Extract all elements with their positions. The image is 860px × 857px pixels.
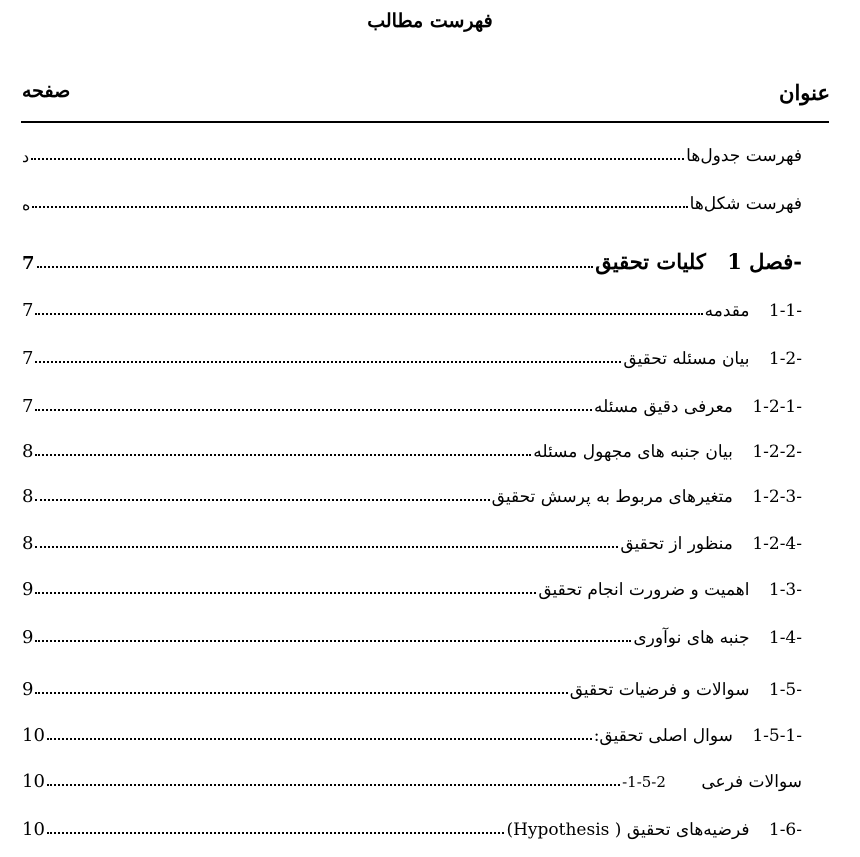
toc-entry-1-5-2[interactable] — [22, 764, 802, 792]
toc-entry-1-2-3[interactable] — [22, 479, 802, 507]
toc-entry-1-2[interactable] — [22, 341, 802, 369]
toc-entry-number: 1-2-3- — [752, 487, 802, 507]
toc-entry-1-5[interactable] — [22, 672, 802, 700]
toc-entry-text: منظور از تحقیق — [620, 534, 733, 554]
toc-entry-number: 1-6- — [768, 820, 802, 840]
dot-leader — [47, 832, 505, 834]
toc-entry-number: -1-5-2 — [622, 773, 666, 791]
toc-entry-label — [633, 628, 802, 648]
dot-leader — [35, 546, 618, 548]
toc-entry-1-2-2[interactable] — [22, 434, 802, 462]
toc-entry-label — [595, 249, 802, 274]
toc-entry-label — [506, 820, 802, 840]
toc-entry-label — [622, 772, 802, 792]
dot-leader — [35, 640, 631, 642]
toc-entry-label — [705, 301, 802, 321]
toc-page-number: د — [22, 147, 30, 166]
toc-entry-label — [492, 487, 802, 507]
toc-page-number: 9 — [22, 679, 34, 700]
toc-page-number: 8 — [22, 486, 34, 507]
dot-leader — [35, 454, 531, 456]
dot-leader — [31, 158, 684, 160]
toc-entry-text: سوال اصلی تحقیق: — [593, 726, 733, 746]
toc-entry-label: فهرست جدول‌ها — [686, 146, 802, 166]
toc-entry-text: بیان مسئله تحقیق — [623, 349, 750, 369]
toc-entry-number: 1-4- — [768, 628, 802, 648]
page-column-header: صفحه — [22, 80, 71, 102]
toc-entry-label — [623, 349, 802, 369]
toc-entry-number: 1-1- — [768, 301, 802, 321]
toc-page-number: 8 — [22, 441, 34, 462]
toc-entry-number: 1-2-1- — [752, 397, 802, 417]
toc-entry-1-1[interactable] — [22, 293, 802, 321]
toc-entry-text: بیان جنبه های مجهول مسئله — [533, 442, 733, 462]
toc-entry-1-3[interactable] — [22, 572, 802, 600]
dot-leader — [47, 784, 620, 786]
dot-leader — [32, 206, 687, 208]
toc-entry-1-4[interactable] — [22, 620, 802, 648]
toc-entry-label — [594, 397, 802, 417]
page-title: فهرست مطالب — [367, 10, 493, 32]
toc-entry-number: 1-3- — [768, 580, 802, 600]
toc-entry-number: 1-2-2- — [752, 442, 802, 462]
header-divider — [21, 121, 829, 123]
toc-entry-label — [594, 726, 802, 746]
dot-leader — [47, 738, 592, 740]
toc-entry-number: 1-2-4- — [752, 534, 802, 554]
toc-entry-number: فصل 1- — [727, 249, 802, 274]
toc-page-number: 10 — [22, 725, 45, 746]
toc-entry-label — [620, 534, 802, 554]
toc-page-number: 10 — [22, 819, 45, 840]
dot-leader — [35, 499, 489, 501]
toc-entry-1-6[interactable] — [22, 812, 802, 840]
toc-entry-text: کلیات تحقیق — [595, 249, 706, 274]
toc-entry-number: 1-5-1- — [752, 726, 802, 746]
toc-entry-text: اهمیت و ضرورت انجام تحقیق — [538, 580, 750, 600]
toc-entry-label — [533, 442, 802, 462]
toc-entry-1-2-4[interactable] — [22, 526, 802, 554]
dot-leader — [37, 266, 594, 268]
toc-entry-text: معرفی دقیق مسئله — [593, 397, 733, 417]
dot-leader — [35, 409, 592, 411]
dot-leader — [35, 313, 702, 315]
toc-entry-tables-list[interactable] — [22, 138, 802, 166]
toc-entry-text: متغیرهای مربوط به پرسش تحقیق — [491, 487, 733, 507]
dot-leader — [35, 361, 621, 363]
toc-entry-label — [570, 680, 802, 700]
toc-page-number: 9 — [22, 579, 34, 600]
toc-entry-number: 1-5- — [768, 680, 802, 700]
toc-page-number: 9 — [22, 627, 34, 648]
dot-leader — [35, 592, 536, 594]
dot-leader — [35, 692, 567, 694]
toc-entry-1-5-1[interactable] — [22, 718, 802, 746]
toc-entry-1-2-1[interactable] — [22, 389, 802, 417]
toc-page-number: ه — [22, 195, 31, 214]
toc-page-number: 7 — [22, 253, 35, 274]
toc-entry-text: سوالات و فرضیات تحقیق — [569, 680, 750, 700]
title-column-header: عنوان — [779, 80, 830, 105]
toc-entry-label: فهرست شکل‌ها — [689, 194, 802, 214]
toc-page-number: 7 — [22, 396, 34, 417]
toc-entry-text: جنبه های نوآوری — [633, 628, 750, 648]
toc-entry-figures-list[interactable] — [22, 186, 802, 214]
toc-page-number: 10 — [22, 771, 45, 792]
toc-page-number: 8 — [22, 533, 34, 554]
toc-entry-text: مقدمه — [704, 301, 750, 321]
toc-entry-label — [538, 580, 802, 600]
toc-page-number: 7 — [22, 348, 34, 369]
toc-entry-text: فرضیه‌های تحقیق ( Hypothesis) — [506, 820, 750, 840]
toc-entry-text: سوالات فرعی — [701, 772, 802, 792]
toc-entry-chapter-1[interactable] — [22, 246, 802, 274]
toc-page-number: 7 — [22, 300, 34, 321]
toc-entry-number: 1-2- — [768, 349, 802, 369]
